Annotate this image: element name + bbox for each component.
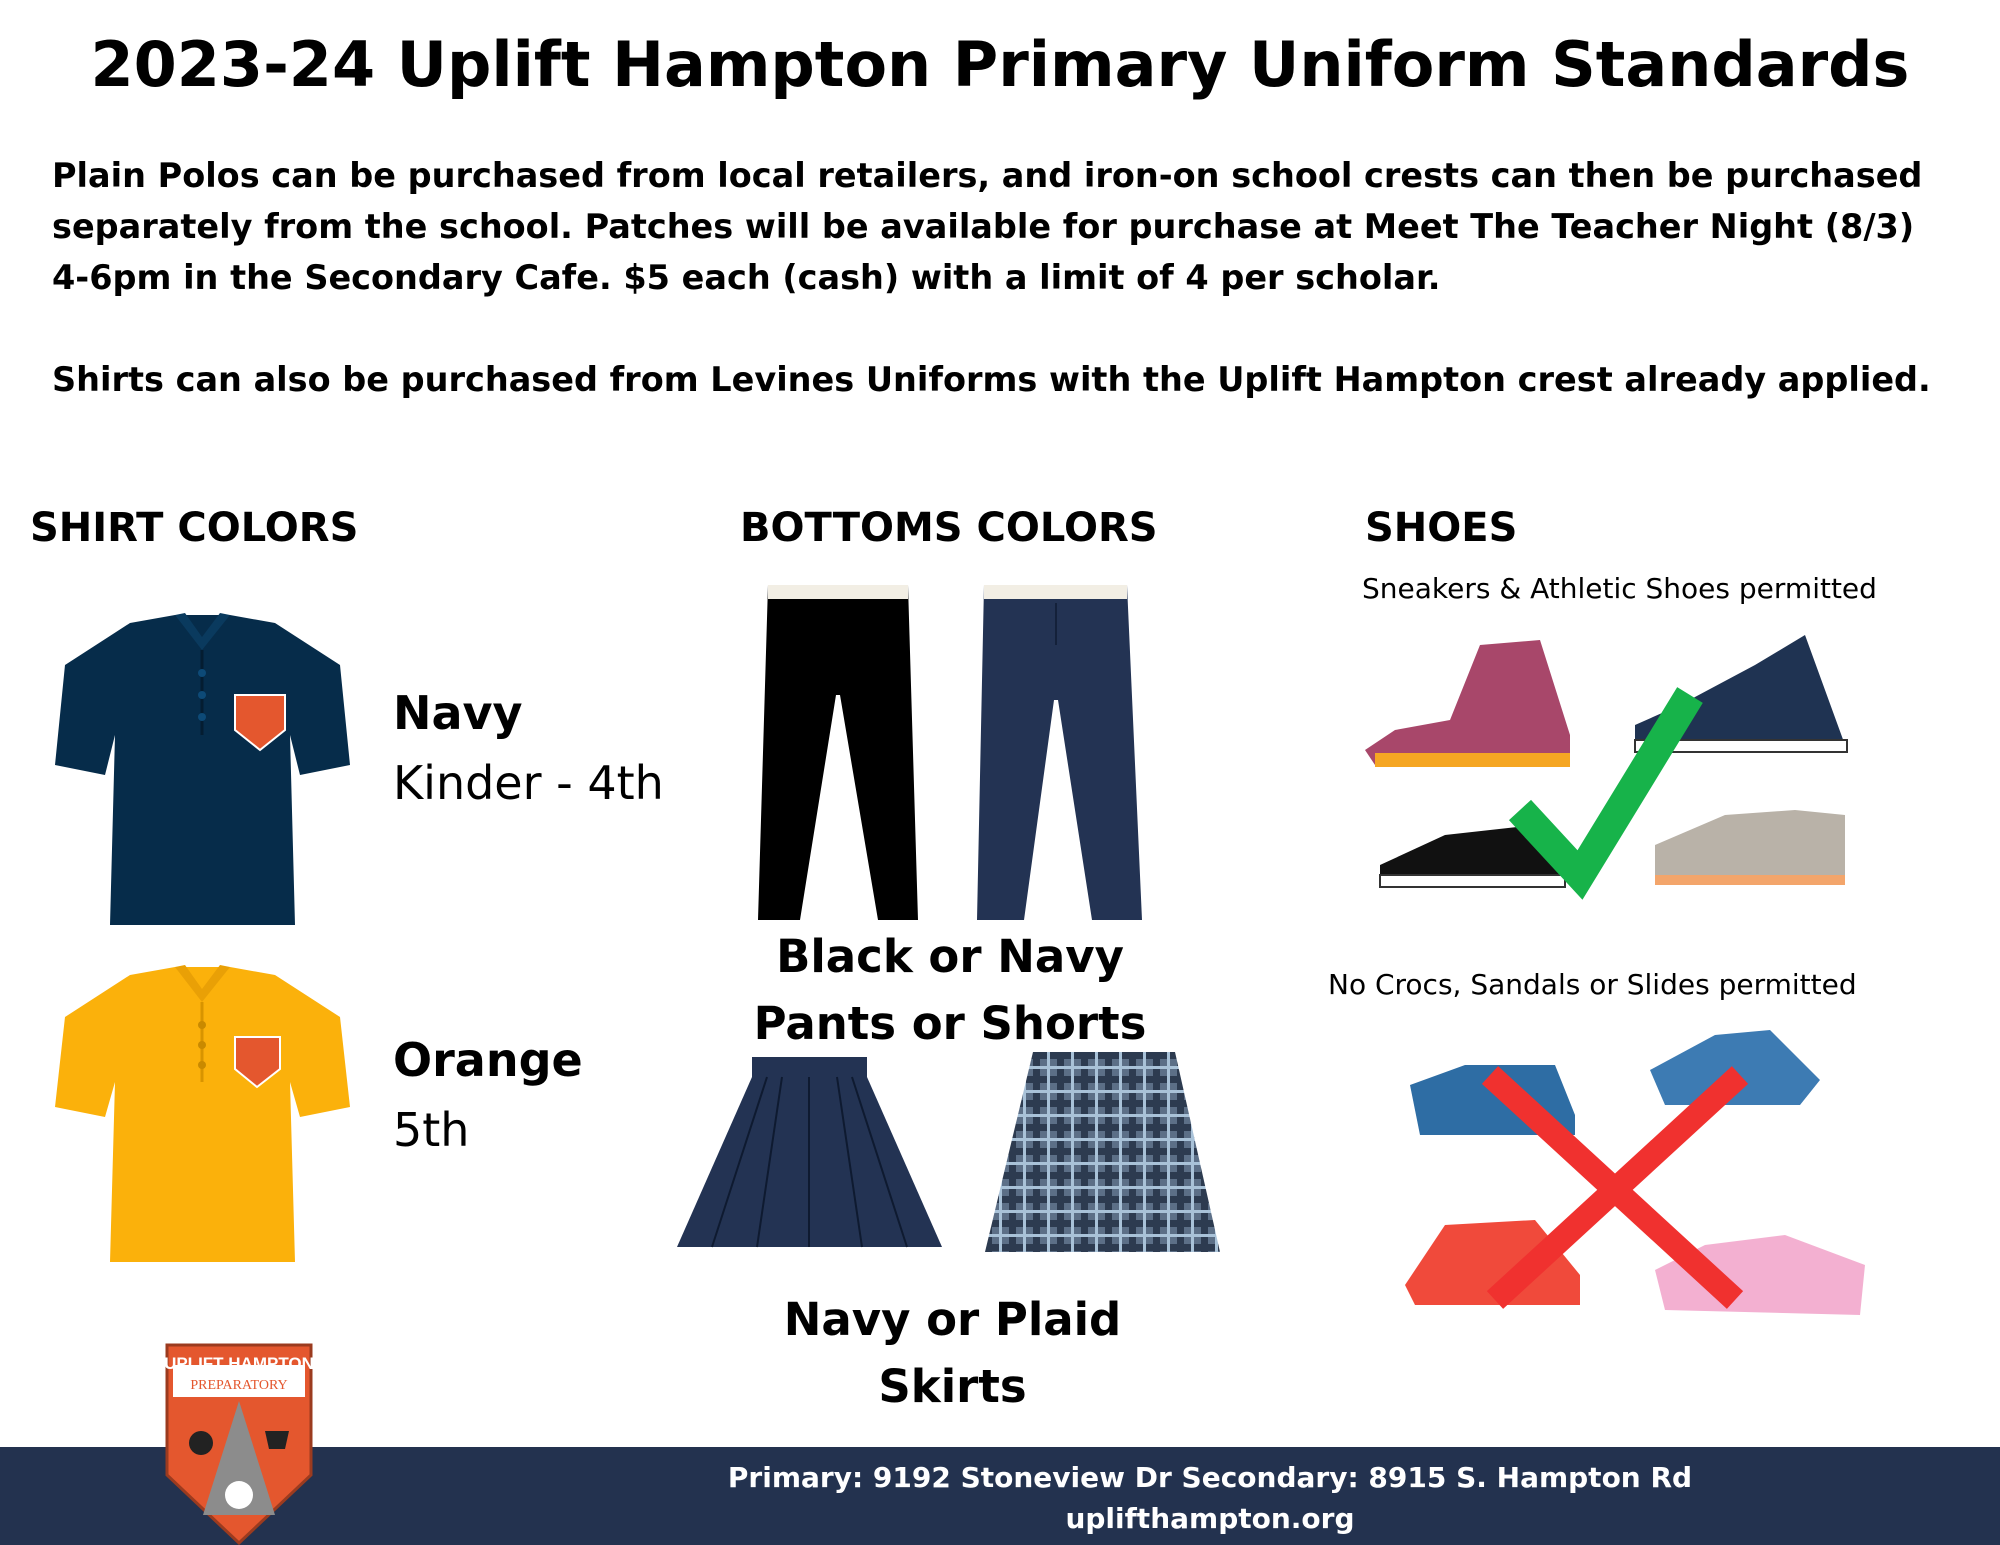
prohibited-footwear-icon (1405, 1025, 1870, 1330)
skirts-caption-line-1: Navy or Plaid (783, 1293, 1122, 1346)
not-permitted-shoes-note: No Crocs, Sandals or Slides permitted (1328, 968, 1857, 1001)
skirts-caption-line-2: Skirts (878, 1360, 1027, 1413)
globe-icon (189, 1431, 213, 1455)
shoes-heading: SHOES (1365, 505, 1518, 551)
logo-text-bottom: PREPARATORY (190, 1378, 288, 1393)
orange-polo-shirt-icon (55, 967, 350, 1267)
navy-skirt-icon (677, 1057, 942, 1252)
navy-pants-icon (972, 585, 1142, 925)
trophy-icon (265, 1431, 289, 1449)
skirts-caption (700, 1286, 1205, 1420)
page-title: 2023-24 Uplift Hampton Primary Uniform Standards (90, 28, 1910, 101)
pants-caption-line-1: Black or Navy (776, 930, 1124, 983)
footer-website[interactable]: uplifthampton.org (1065, 1502, 1355, 1535)
pants-caption-line-2: Pants or Shorts (753, 997, 1147, 1050)
intro-line-1: Plain Polos can be purchased from local retailers, and iron-on school crests can then be purchased (52, 156, 1923, 195)
plaid-skirt-icon (985, 1052, 1220, 1257)
navy-shirt-grades: Kinder - 4th (393, 756, 664, 810)
pants-caption (700, 923, 1200, 1057)
intro-line-3: 4-6pm in the Secondary Cafe. $5 each (cash) with a limit of 4 per scholar. (52, 258, 1441, 297)
intro-text (52, 150, 1972, 405)
intro-line-2: separately from the school. Patches will be available for purchase at Meet The Teacher Night (8/3) (52, 207, 1915, 246)
orange-shirt-grades: 5th (393, 1103, 470, 1157)
black-pants-icon (758, 585, 918, 925)
permitted-sneakers-icon (1365, 635, 1850, 920)
school-logo-crest (163, 1345, 315, 1545)
sun-icon (225, 1481, 253, 1509)
orange-shirt-name: Orange (393, 1033, 583, 1087)
navy-shirt-name: Navy (393, 686, 523, 740)
shirt-colors-heading: SHIRT COLORS (30, 505, 359, 551)
logo-text-top: UPLIFT HAMPTON (164, 1354, 314, 1373)
bottoms-colors-heading: BOTTOMS COLORS (740, 505, 1158, 551)
permitted-shoes-note: Sneakers & Athletic Shoes permitted (1362, 572, 1877, 605)
navy-polo-shirt-icon (55, 615, 350, 930)
intro-levines: Shirts can also be purchased from Levines Uniforms with the Uplift Hampton crest already applied. (52, 360, 1931, 399)
prohibited-cross-icon (1490, 1075, 1740, 1300)
footer-addresses: Primary: 9192 Stoneview Dr Secondary: 8915 S. Hampton Rd (727, 1461, 1693, 1494)
